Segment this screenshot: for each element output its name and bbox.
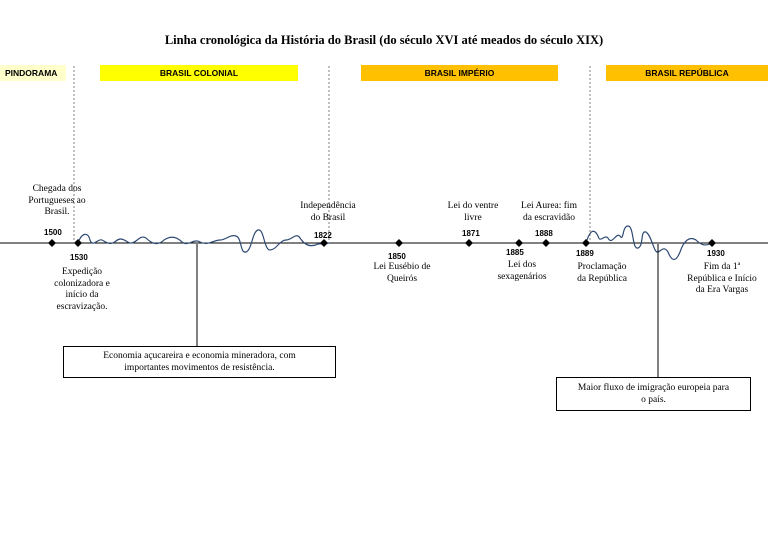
event-line: da Era Vargas: [695, 285, 749, 295]
event-line: Lei Aurea: fim: [521, 201, 577, 211]
year-label: 1885: [506, 248, 524, 257]
event-marker: [320, 239, 328, 247]
note-line: Maior fluxo de imigração europeia para: [577, 383, 730, 393]
event-description: [362, 262, 442, 285]
event-line: Portugueses ao: [28, 195, 86, 206]
event-description: [44, 267, 120, 313]
event-description: [290, 201, 366, 224]
period-label: PINDORAMA: [5, 68, 58, 78]
period-label: BRASIL REPÚBLICA: [645, 68, 729, 78]
event-line: Proclamação: [577, 262, 627, 272]
event-line: Fim da 1ª: [703, 262, 741, 272]
year-label: 1930: [707, 249, 725, 258]
event-marker: [48, 239, 56, 247]
period-label: BRASIL IMPÉRIO: [424, 68, 495, 78]
event-description: [490, 260, 554, 283]
period-label: BRASIL COLONIAL: [159, 68, 239, 78]
event-description: [676, 262, 768, 297]
event-line: Lei do ventre: [447, 201, 499, 211]
note-line: o país.: [641, 395, 666, 405]
event-marker: [515, 239, 523, 247]
event-marker: [395, 239, 403, 247]
event-description: [512, 201, 586, 224]
event-marker: [708, 239, 716, 247]
event-line: da escravidão: [523, 212, 575, 223]
note-line: Economia açucareira e economia mineradora, com: [103, 351, 296, 361]
year-label: 1850: [388, 252, 406, 261]
year-label: 1822: [314, 231, 332, 240]
event-line: livre: [464, 212, 482, 223]
year-label: 1889: [576, 249, 594, 258]
event-line: escravização.: [56, 301, 108, 312]
event-line: República e Início: [687, 273, 757, 284]
event-line: Lei dos: [507, 260, 537, 270]
event-line: sexagenários: [497, 271, 547, 282]
event-line: Queirós: [386, 273, 418, 284]
page-title: Linha cronológica da História do Brasil (do século XVI até meados do século XIX): [164, 33, 604, 47]
event-marker: [582, 239, 590, 247]
year-label: 1500: [44, 228, 62, 237]
event-line: do Brasil: [310, 212, 346, 223]
year-label: 1888: [535, 229, 553, 238]
event-marker: [465, 239, 473, 247]
year-label: 1871: [462, 229, 480, 238]
note-box-colonial-economy: [63, 346, 336, 378]
event-marker: [542, 239, 550, 247]
event-line: Expedição: [61, 267, 103, 277]
event-line: Independência: [300, 201, 356, 211]
event-line: da República: [577, 273, 627, 284]
event-description: [436, 201, 510, 224]
resistance-wave: [78, 230, 330, 252]
event-marker: [74, 239, 82, 247]
event-line: Brasil.: [44, 207, 70, 217]
event-description: [566, 262, 638, 285]
event-line: colonizadora e: [54, 278, 110, 289]
note-line: importantes movimentos de resistência.: [124, 363, 275, 373]
note-box-immigration: [556, 377, 751, 411]
event-line: Chegada dos: [32, 184, 82, 194]
event-line: Lei Eusébio de: [373, 262, 431, 272]
event-description: [20, 184, 94, 219]
event-line: início da: [65, 290, 99, 300]
year-label: 1530: [70, 253, 88, 262]
